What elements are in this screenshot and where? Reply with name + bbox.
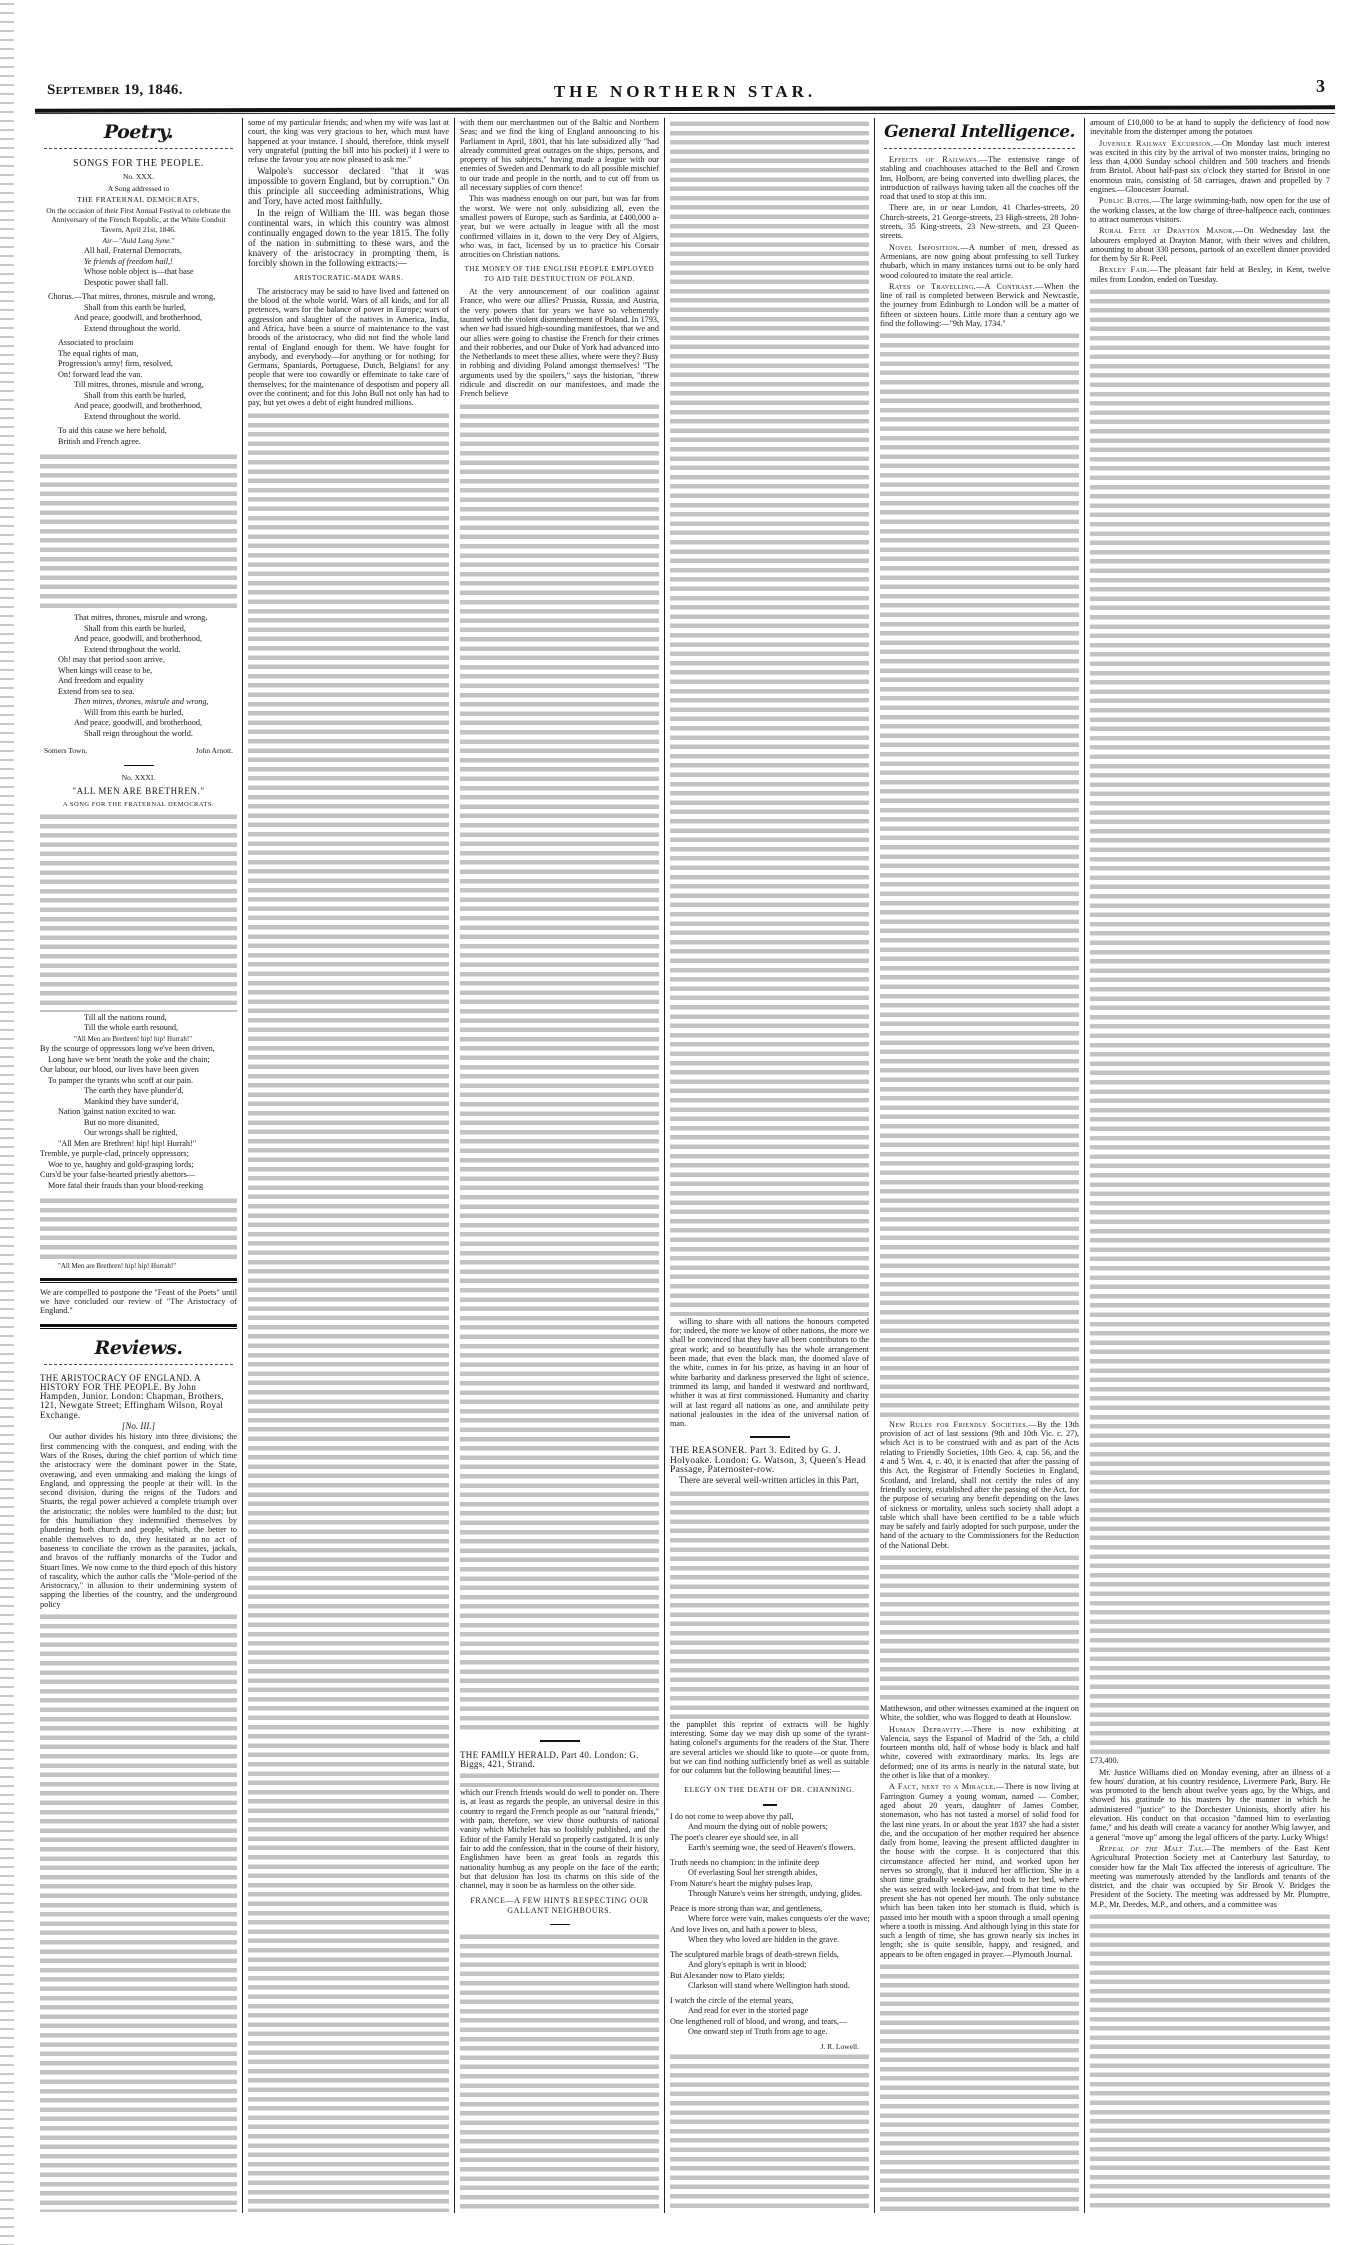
verse-line: Extend throughout the world. [84,411,181,421]
poem-stanza [40,338,237,422]
verse-line: One onward step of Truth from age to age. [688,2027,828,2037]
news-item-text: The extensive range of stabling and coachhouses attached to the Bell and Crown Inn, Holborn, are being converted into dwelling places, the introduction of railways having taken all the coaches off the road that used to stop at this inn. [880,155,1079,202]
news-item-heading: Repeal of the Malt Tax.— [1099,1843,1212,1853]
verse-line: Shall from this earth be hurled, [84,390,186,400]
section-heading-reviews: Reviews. [94,1336,183,1359]
verse-line: More fatal their frauds than your blood-reeking [48,1180,204,1190]
news-item-text: £73,400. [1090,1756,1119,1766]
column-2 [243,118,455,2213]
verse-line: From Nature's heart the mighty pulses leap, [670,1878,813,1888]
column-3 [455,118,665,2213]
news-item-text: The large swimming-bath, now open for the use of the working classes, at the low charge of three-halfpence each, continues to attract numerous visitors. [1090,196,1331,224]
verse-line: Shall from this earth be hurled, [84,302,186,312]
verse-line: Oh! may that period soon arrive, [58,655,165,665]
page-number: 3 [1316,76,1325,96]
article-paragraph: This was madness enough on our part, but was far from the worst. We were not only subsidizing all, even the smallest powers of Europe, such as Sardinia, at £400,000 a-year, but we were actually in league with all the most confirmed villains in it, down to the very Dey of Algiers, who was, in fact, licensed by us to practice his Corsair atrocities on Christian nations. [460,194,659,260]
verse-line: Our wrongs shall be righted, [84,1128,178,1138]
article-paragraph: willing to share with all nations the honours competed for; indeed, the more we know of other nations, the more we shall be convinced that they have all been contributors to the great work; and so beautifully has the whole arrangement been made, that even the black man, the doomed slave of the white, comes in for his prize, as having in an hour of white barbarity and darkness preserved the light of science, trimmed its lamp, and handed it westward and northward, whither it was at first commissioned. Humanity and charity will at last regard all nations as one, and annihilate petty national jealousies in the idea of the universal nation of man. [670,1316,869,1429]
text-lines [880,1962,1079,2212]
verse-line: Woe to ye, haughty and gold-grasping lords; [48,1159,194,1169]
verse-line: Ye friends of freedom hail,! [84,256,173,266]
text-lines [40,452,237,612]
news-item [1090,196,1330,224]
divider [884,148,1075,149]
column-6 [1085,118,1335,2213]
poem-series-title: SONGS FOR THE PEOPLE. [73,158,204,169]
poem-author: J. R. Lowell. [820,2041,859,2051]
news-item [880,243,1079,280]
text-lines [670,119,869,1316]
news-item-heading: Effects of Railways.— [889,155,988,164]
news-item-text: The members of the East Kent Agricultural Protection Society met at Canterbury last Saturday, to consider how far the Malt Tax affected the interests of agriculture. The meeting was numerously attended by the landlords and tenants of the district, and the chair was occupied by Sir Brook V. Bridges the President of the Society. The meeting was addressed by Mr. Plumptre, M.P., Mr. Deedes, M.P., and others, and a committee was [1090,1843,1330,1909]
elegy-poem [670,1812,869,2042]
verse-line: Clarkson will stand where Wellington hath stood. [688,1981,850,1991]
verse-line: Then mitres, thrones, misrule and wrong, [74,697,209,707]
text-lines [248,411,449,2212]
poem-occasion: On the occasion of their First Annual Festival to celebrate the Anniversary of the French Republic, at the White Conduit Tavern, April 21st, 1846. [46,206,231,234]
verse-line: That mitres, thrones, misrule and wrong, [74,613,208,623]
news-item-text: amount of £10,000 to be at hand to supply the deficiency of food now inevitable from the distemper among the potatoes [1090,118,1330,137]
verse-line: Will from this earth be hurled, [84,707,184,717]
news-item-text: There is now living at Farrington Gurney a young woman, named — Comber, aged about 20 years, daughter of James Comber, stonemason, who has not tasted a morsel of solid food for the last nine years. In or about the year 1837 she had a sister die, and the occupation of her mother required her absence daily from home, leaving the present afflicted daughter in the house with the corpse. It is conjectured that this circumstance affected her mind, and worked upon her nerves so strongly, that it induced her affliction. She in a short time gradually weakened and took to her bed, where she was seized with locked-jaw, and from that time to the present she has not opened her mouth. The only substance which has been taken into her stomach is fluid, which is passed into her mouth with a spoon through a small opening where a tooth is missing. And although lying in this state for such a length of time, she has grown nearly six inches in length; she is quite sensible, happy, and resigned, and appears to be often engaged in prayer.—Plymouth Journal. [880,1782,1080,1959]
poem-stanza [670,1858,869,1900]
verse-line: Tremble, ye purple-clad, princely oppressors; [40,1149,189,1159]
news-item-text: There are, in or near London, 41 Charles-streets, 20 Church-streets, 21 George-streets, 23 High-streets, 28 John-streets, 35 King-streets, 23 New-streets, and 23 Queen-streets. [880,203,1079,241]
verse-line: "All Men are Brethren! hip! hip! Hurrah!" [58,1138,197,1148]
verse-line: "All Men are Brethren! hip! hip! Hurrah!" [58,1262,177,1271]
verse-line: To pamper the tyrants who scoff at our pain. [48,1075,194,1085]
verse-line: And peace, goodwill, and brotherhood, [74,401,203,411]
article-paragraph: the pamphlet this reprint of extracts will be highly interesting. Some day we may dish up some of the tyrant-hating colonel's arguments for the readers of the Star. There are several articles we should like to quote—or quote from, but we can find nothing sufficiently brief as well as suitable for our columns but the following beautiful lines:— [670,1719,869,1776]
news-item-heading: New Rules for Friendly Societies.— [889,1419,1038,1429]
news-item-heading: A Fact, next to a Miracle.— [889,1782,1005,1792]
text-lines [460,402,659,1733]
poem-title: "ALL MEN ARE BRETHREN." [72,785,205,796]
verse-line: And read for ever in the storied page [688,2006,809,2016]
scan-edge [0,0,14,2245]
news-item-text: The pleasant fair held at Bexley, in Kent, twelve miles from London, ended on Tuesday. [1090,265,1330,284]
verse-line: Truth needs no champion: in the infinite deep [670,1857,820,1867]
text-lines [40,1612,237,2212]
news-item-heading: Bexley Fair.— [1099,265,1159,275]
poem-intro: A Song addressed to [107,183,170,193]
poem-signature [44,746,233,755]
poem-air: Air—"Auld Lang Syne." [102,236,175,246]
verse-line: And peace, goodwill, and brotherhood, [74,718,203,728]
divider [550,1924,570,1925]
verse-line: Extend throughout the world. [84,323,181,333]
verse-line: Where force were vain, makes conquests o'er the wave; [688,1914,870,1924]
poem-stanza [670,1904,869,1946]
divider [124,765,154,766]
text-lines [1090,1912,1330,2212]
verse-line: Curs'd be your false-hearted priestly abettors— [40,1170,195,1180]
review-part: [No. III.] [121,1421,156,1432]
news-item [880,1782,1079,1959]
article-paragraph: There are several well-written articles in this Part, [679,1475,859,1486]
article-paragraph: In the reign of William the III. was began those continental wars, in which this country was almost continually engaged down to the year 1815. The folly of the nation in submitting to these wars, and the knavery of the aristocracy in prompting them, is forcibly shown in the following extracts:— [248,208,449,269]
divider [44,1364,233,1365]
newspaper-title: THE NORTHERN STAR. [553,82,817,101]
verse-line: One lengthened roll of blood, and wrong, and tears,— [670,2016,848,2026]
verse-line: Mankind they have sunder'd, [84,1096,179,1106]
poem-stanza [40,613,237,739]
subheading: THE MONEY OF THE ENGLISH PEOPLE EMPLOYED TO AID THE DESTRUCTION OF POLAND. [464,265,655,283]
verse-line: I watch the circle of the eternal years, [670,1995,794,2005]
verse-line: When kings will cease to be, [58,665,153,675]
news-item-text: Mr. Justice Williams died on Monday evening, after an illness of a few hours' duration, at his country residence, Livermere Park, Bury. He was promoted to the bench about twelve years ago, by the Whigs, and showed his gratitude to his masters by the manner in which he administered "justice" to the Dorchester Unionists, shortly after his elevation. His conduct on that occasion "damned him to everlasting fame," and his death will create a vacancy for another Whig lawyer, and a general "move up" among the legal officers of the party. Lucky Whigs! [1090,1767,1330,1842]
text-lines [880,331,1079,1418]
divider [40,1278,237,1281]
article-paragraph: with them our merchantmen out of the Baltic and Northern Seas; and we find the king of England announcing to his Parliament in April, 1801, that his late subsidized ally "had already committed great outrages on the ships, persons, and property of his subjects," having made a league with our enemies of Sweden and Denmark to do all possible mischief to our trade and people in the north, and to cut off from us all necessary supplies of corn thence! [460,118,659,193]
poem-stanza [40,246,237,288]
review-title: THE ARISTOCRACY OF ENGLAND. A HISTORY FOR THE PEOPLE. By John Hampden, Junior. London: Chapman, Brothers, 121, Newgate Street; Effingham Wilson, Royal Exchange. [40,1372,224,1420]
signature-place: Somers Town, [44,746,88,756]
verse-line: The equal rights of man, [58,348,139,358]
verse-line: The sculptured marble brags of death-strewn fields, [670,1949,839,1959]
poem-stanza [670,1996,869,2038]
column-4 [665,118,875,2213]
news-item-text: On Wednesday last the labourers employed at Drayton Manor, with their wives and children, amounting to about 330 persons, partook of an excellent dinner provided for them by Sir R. Peel. [1090,226,1331,264]
verse-line: Peace is more strong than war, and gentleness, [670,1903,823,1913]
verse-line: But no more disunited, [84,1117,160,1127]
review-title: THE FAMILY HERALD. Part 40. London: G. Biggs, 421, Strand. [460,1749,639,1769]
poem-stanza [40,1013,237,1192]
news-item [880,1420,1079,1550]
verse-line: And mourn the dying out of noble powers; [688,1822,828,1832]
article-paragraph: At the very announcement of our coalition against France, who were our allies? Prussia, Russia, and Austria, the very powers that for years we have so vehemently taunted with the violent dismemberment of Poland. In 1793, when we had issued high-sounding manifestoes, that we and our allies were going to chastise the French for their crimes and their robberies, and our Duke of York had advanced into the Netherlands to meet these allies, where were they? Busy in robbing and dividing Poland amongst themselves! "The arguments used by the spoilers," says the historian, "threw ridicule and discredit on our manifestoes, and made the French believe [460,287,659,399]
divider [750,1436,790,1438]
divider [44,148,233,149]
verse-line: Progression's army! firm, resolved, [58,359,173,369]
verse-line: Earth's seeming woe, the seed of Heaven's flowers. [688,1843,856,1853]
verse-line: Chorus.—That mitres, thrones, misrule and wrong, [48,292,216,302]
column-1 [35,118,243,2213]
news-item-heading: Juvenile Railway Excursion.— [1099,138,1222,148]
divider [40,1324,237,1327]
text-lines [460,1932,659,2212]
poem-number: No. XXX. [122,172,155,182]
subheading: FRANCE—A FEW HINTS RESPECTING OUR GALLANT NEIGHBOURS. [470,1896,649,1915]
poem-subtitle: A SONG FOR THE FRATERNAL DEMOCRATS. [62,801,215,809]
verse-line: Extend from sea to sea. [58,686,135,696]
verse-line: Till mitres, thrones, misrule and wrong, [74,380,204,390]
verse-line: And peace, goodwill, and brotherhood, [74,313,203,323]
verse-line: Nation 'gainst nation excited to war. [58,1107,176,1117]
poem-stanza [40,426,237,447]
news-item-text: On Monday last much interest was excited in this city by the arrival of two monster trains, bringing no less than 4,000 Sunday school children and 500 teachers and friends from Bristol. About half-past six o'clock they started for Bristol in one enormous train, consisting of 58 carriages, drawn and propelled by 7 engines.—Gloucester Journal. [1090,138,1330,195]
verse-line: Whose noble object is—that base [84,267,194,277]
article-paragraph: some of my particular friends; and when my wife was last at court, the king was very gracious to her, which must have happened at your instance. I should, therefore, think myself very ungrateful (putting the bill into his pocket) if I were to refuse the favour you are now pleased to ask me." [248,118,449,165]
news-item [880,282,1079,328]
news-item-heading: Public Baths.— [1099,196,1161,206]
verse-line: Till the whole earth resound, [84,1023,179,1033]
verse-line: Long have we bent 'neath the yoke and the chain; [48,1054,210,1064]
verse-line: All hail, Fraternal Democrats, [84,246,182,256]
divider [40,1328,237,1329]
verse-line: Associated to proclaim [58,338,134,348]
verse-line: The poet's clearer eye should see, in all [670,1832,799,1842]
verse-line: And peace, goodwill, and brotherhood, [74,634,203,644]
news-item-heading: Human Depravity.— [889,1724,973,1734]
poem-title: ELEGY ON THE DEATH OF DR. CHANNING. [684,1785,855,1795]
verse-line: And glory's epitaph is writ in blood; [688,1960,807,1970]
news-item [1090,1844,1330,1909]
verse-line: Extend throughout the world. [84,644,181,654]
poem-chorus [40,292,237,334]
verse-line: Shall reign throughout the world. [84,728,193,738]
news-item-text: There is now exhibiting at Valencia, says the Espanol of Madrid of the 5th, a child fourteen months old, half of whose body is black and half white, covered with extraordinary marks. Its legs are deformed; one of its arms is nearly in the natural state, but the other is like that of a monkey. [880,1724,1080,1781]
divider [40,1282,237,1283]
poem-addressee: THE FRATERNAL DEMOCRATS, [76,194,201,204]
divider [540,1740,580,1742]
news-item-text: When the line of rail is completed between Berwick and Newcastle, the journey from Edinburgh to London will be a matter of fifteen or sixteen hours. Little more than a century ago we find the following:—"9th May, 1734." [880,281,1079,329]
news-item [880,1725,1079,1781]
verse-line: And love lives on, and hath a power to bless, [670,1924,818,1934]
news-item [880,155,1079,201]
section-heading-general-intelligence: General Intelligence. [884,122,1075,142]
article-paragraph: Walpole's successor declared "that it was impossible to govern England, but by corruption." On this principle all succeeding administrations, Whig and Tory, have acted most faithfully. [248,166,449,207]
news-item-text: By the 13th provision of act of last sessions (9th and 10th Vic. c. 27), which Act is to be construed with and as part of the Acts relating to Friendly Societies, 10th Geo. 4, cap. 56, and the 4 and 5 Wm. 4, c. 40, it is enacted that after the passing of this Act, the Registrar of Friendly Societies in England, Scotland, and Ireland, shall not certify the rules of any friendly society, established after the passing of the Act, for the purpose of securing any benefit depending on the laws of sickness or mortality, unless such society shall adopt a table which shall have been certified to be a table which may be safely and fairly adopted for such purpose, under the hand of the actuary to the Commissioners for the Reduction of the National Debt. [880,1419,1079,1550]
verse-line: To aid this cause we here behold, [58,426,167,436]
article-paragraph: which our French friends would do well to ponder on. There is, at least as regards the people, an universal desire in this country to regard the French people as our "natural friends," with pain, therefore, we view those outbursts of national vanity which Michelet has so foolishly published, and the Editor of the Family Herald so properly castigated. It is only fair to add the confession, that in the course of their history, Englishmen have been as great fools as regards this nationality humbug as any people on the face of the earth; but that delusion has lost its charms on this side of the channel, may it soon be as harmless on the other side. [460,1788,659,1891]
text-lines [1090,287,1330,1755]
page-columns [35,118,1335,2213]
verse-line: When they who loved are hidden in the grave. [688,1935,840,1945]
text-lines [40,812,237,1012]
news-item [880,203,1079,240]
masthead-rule-thin [35,113,1335,114]
poem-stanza [670,1950,869,1992]
news-item-heading: Rural Fete at Drayton Manor.— [1099,226,1244,236]
verse-line: By the scourge of oppressors long we've been driven, [40,1044,215,1054]
verse-line: I do not come to weep above thy pall, [670,1811,794,1821]
text-lines [670,2052,869,2212]
issue-date: September 19, 1846. [47,82,183,98]
news-item-heading: Novel Imposition.— [889,242,969,252]
news-item [1090,139,1330,195]
text-lines [880,1553,1079,1703]
verse-line: On! forward lead the van. [58,369,143,379]
verse-line: Through Nature's veins her strength, undying, glides. [688,1889,863,1899]
review-title: THE REASONER. Part 3. Edited by G. J. Holyoake. London: G. Watson, 3, Queen's Head Passage, Paternoster-row. [670,1446,867,1476]
masthead [35,78,1335,108]
verse-line: Till all the nations round, [84,1012,167,1022]
verse-line: And freedom and equality [58,676,144,686]
text-lines [40,1196,237,1260]
subheading: ARISTOCRATIC-MADE WARS. [293,274,404,283]
verse-line: Our labour, our blood, our lives have been given [40,1065,199,1075]
verse-line: The earth they have plunder'd, [84,1086,184,1096]
text-lines [460,1771,659,1787]
verse-line: Of everlasting Soul her strength abides, [688,1868,818,1878]
signature-author: John Arnott. [195,746,233,756]
section-heading-poetry: Poetry. [103,121,174,143]
news-item [1090,226,1330,263]
verse-line: Despotic power shall fall. [84,277,169,287]
poem-stanza [670,1812,869,1854]
news-item-text: Matthewson, and other witnesses examined at the inquest on White, the soldier, who was flogged to death at Hounslow. [880,1703,1079,1723]
column-5 [875,118,1085,2213]
review-text: Our author divides his history into three divisions; the first commencing with the conquest, and ending with the Wars of the Roses, during the chief portion of which time the aristocracy were the dominant power in the State, overawing, and even unmaking and making the kings of England, and oppressing the people at their will. In the second division, during the reigns of the Tudors and Stuarts, the regal power achieved a complete triumph over the aristocratic; the nobles were humbled to the dust; but for this humiliation they indemnified themselves by plundering both church and people, which, the better to enable themselves to do, they hesitated at no act of baseness to conciliate the crown as the parasites, jackals, and bravos of the ruffianly monarchs of the Tudor and Stuart lines. We now come to the third epoch of this history of rascality, which the author calls the "Mole-period of the Aristocracy," in allusion to their undermining system of sapping the liberties of the country, and the underground policy [40,1432,237,1609]
article-paragraph: The aristocracy may be said to have lived and fattened on the blood of the whole world. Wars of all kinds, and for all pretences, wars for the balance of power in Europe; wars of aggression and slaughter of the natives in America, India, and Africa, have been a source of maintenance to the vast broods of the aristocracy, who did not find the whole land rental of England enough for them. We have fought for anybody, and everybody—for anything or for nothing; for Germans, Spaniards, Portuguese, Dutch, Belgians! for any people that were too cowardly or effeminate to take care of themselves; for the maintenance of despotism and popery all over the continent; and for this John Bull not only has had to pay, but yet owes a debt of eight hundred millions. [248,286,449,408]
news-item-heading: Rates of Travelling.—A Contrast.— [889,281,1044,291]
divider [763,1804,777,1806]
news-item-text: A number of men, dressed as Armenians, are now going about professing to sell Turkey rhubarb, which in many instances turns out to be only hard wood coloured to imitate the real article. [880,242,1079,280]
verse-line: But Alexander now to Plato yields; [670,1970,785,1980]
verse-line: British and French agree. [58,436,141,446]
editorial-notice: We are compelled to postpone the "Feast of the Poets" until we have concluded our review of "The Aristocracy of England." [40,1287,237,1316]
text-lines [670,1489,869,1719]
verse-line: "All Men are Brethren! hip! hip! Hurrah!" [74,1034,193,1043]
news-item [1090,265,1330,284]
poem-number: No. XXXI. [121,772,156,782]
verse-line: Shall from this earth be hurled, [84,623,186,633]
